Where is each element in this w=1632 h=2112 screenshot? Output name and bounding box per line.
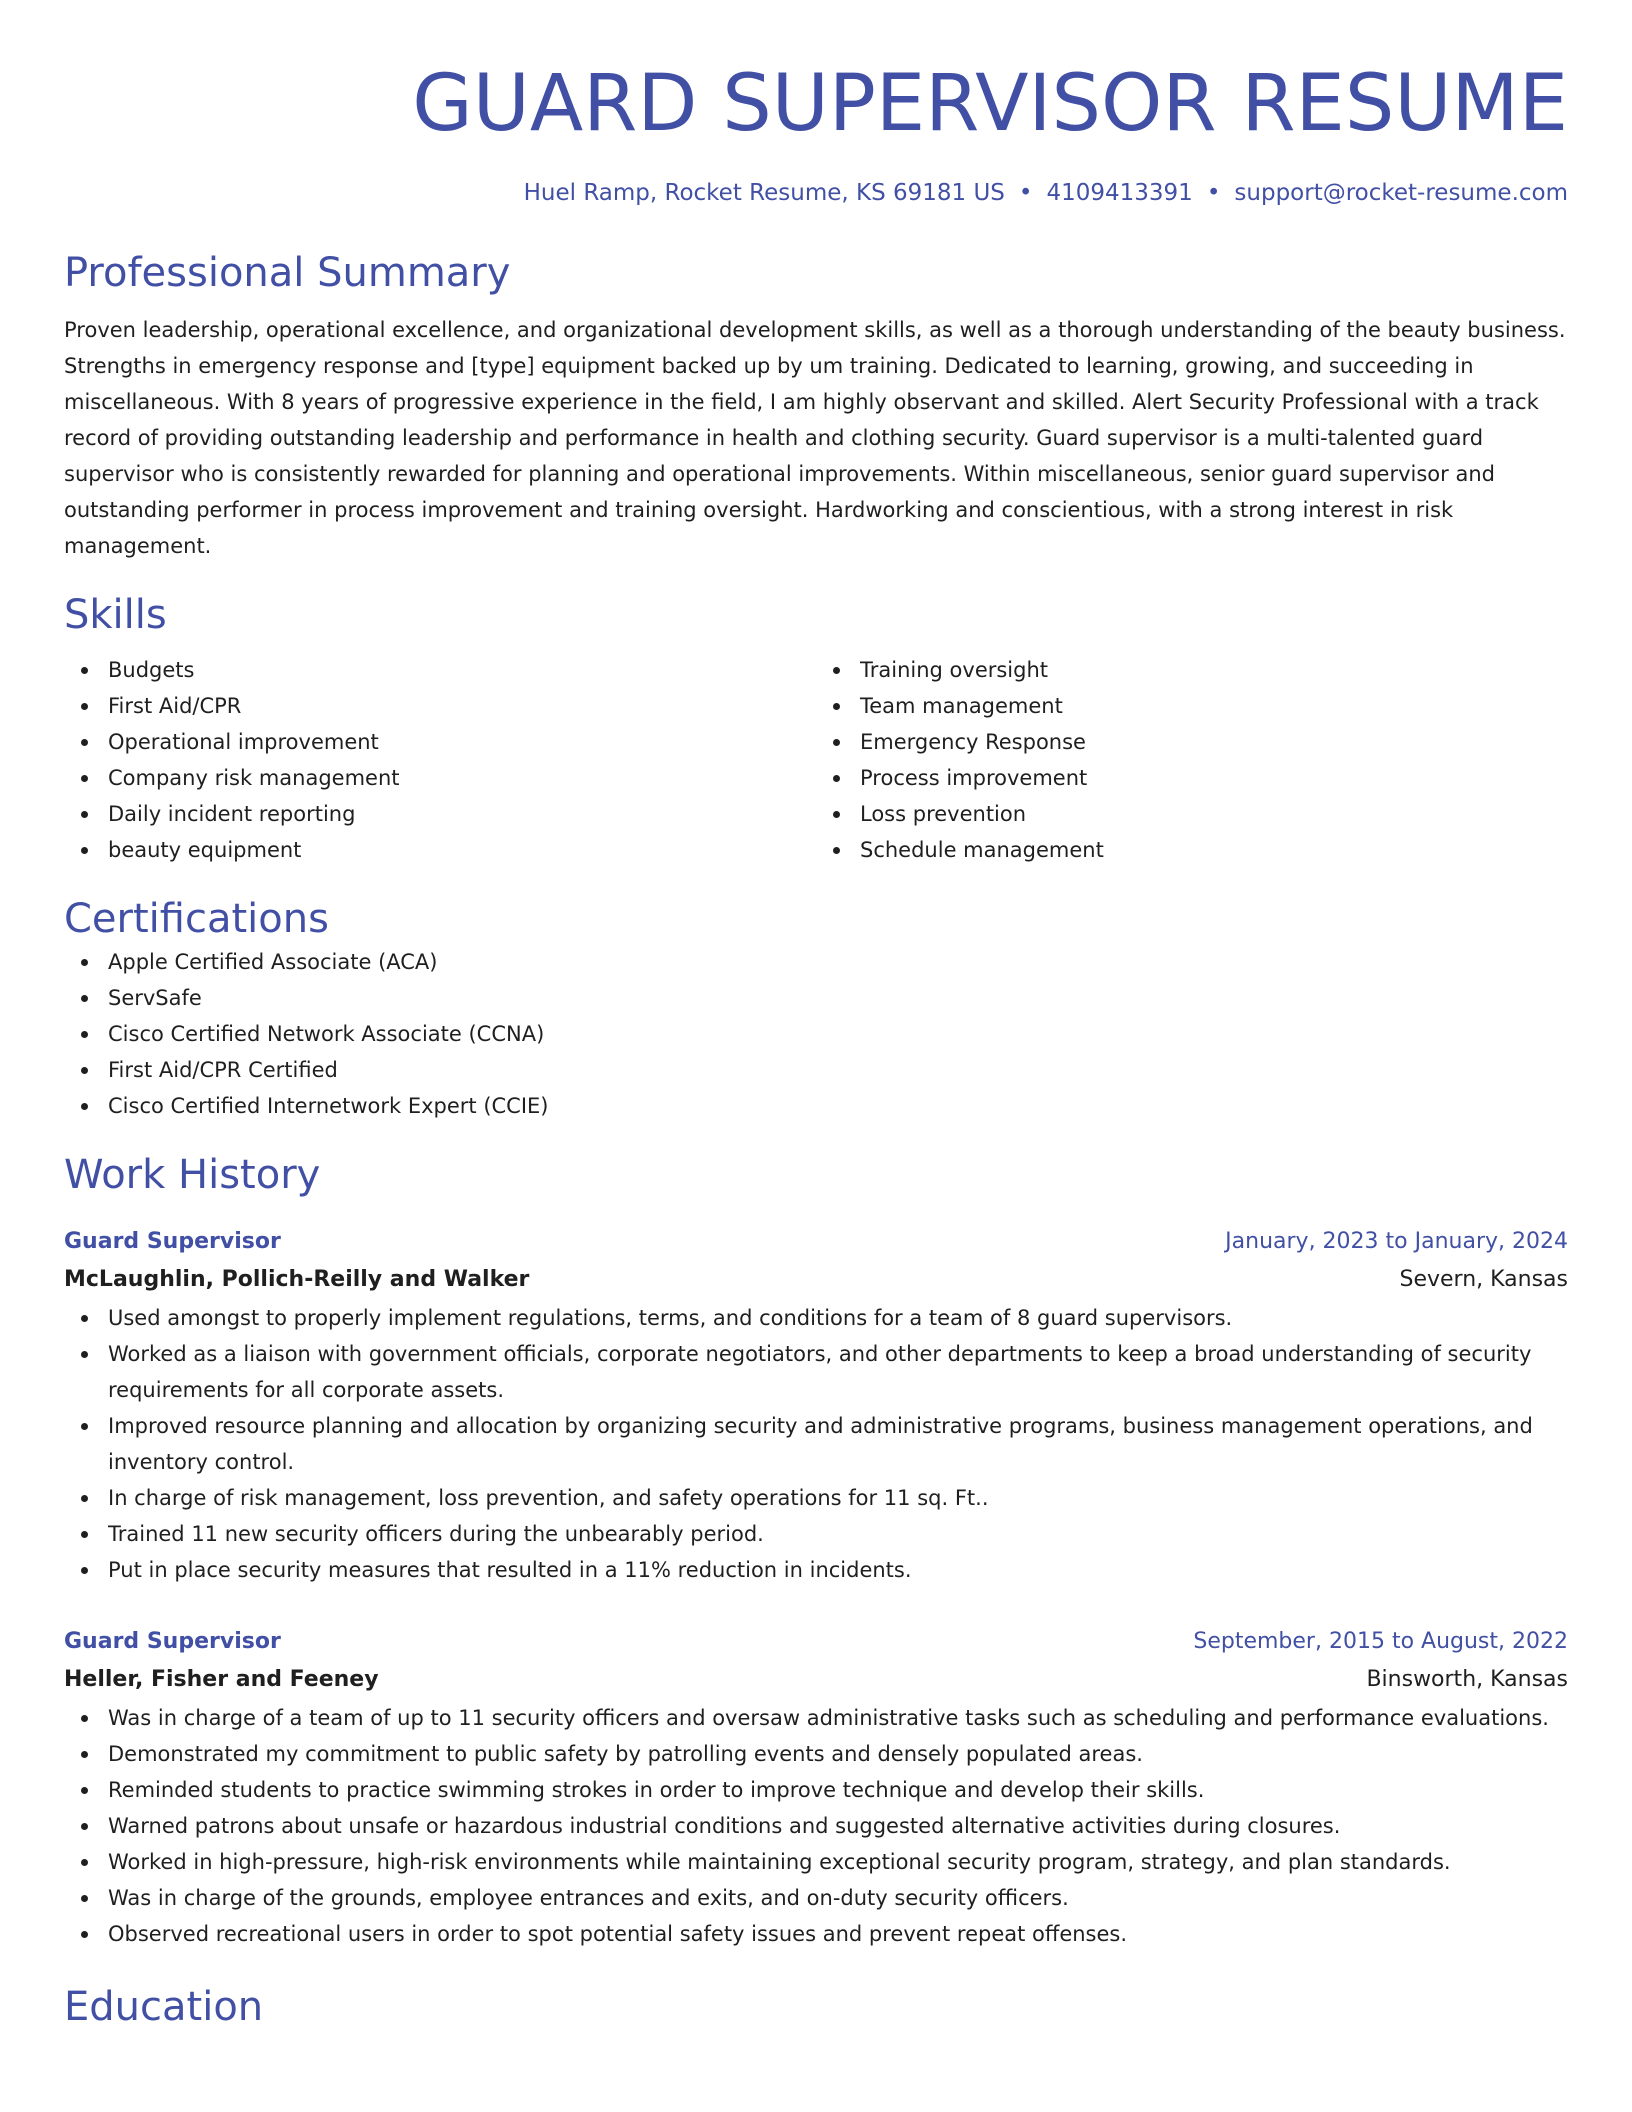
- job-entry: [64, 1224, 1568, 1588]
- skill-item: Training oversight: [860, 652, 1568, 688]
- job-bullet: Put in place security measures that resulted in a 11% reduction in incidents.: [108, 1552, 1568, 1588]
- skill-item: beauty equipment: [108, 832, 816, 868]
- contact-line: [64, 178, 1568, 208]
- skill-item: Company risk management: [108, 760, 816, 796]
- work-history-heading: Work History: [64, 1152, 321, 1198]
- job-header-row: [64, 1624, 1568, 1660]
- contact-separator: •: [1018, 180, 1033, 206]
- summary-text: Proven leadership, operational excellence, and organizational development skills, as well as a thorough understanding of the beauty business. Strengths in emergency response and [type] equipment backed up by um training. Dedicated to learning, growing, and succeeding in miscellaneous. With 8 years of progressive experience in the field, I am highly observant and skilled. Alert Security Professional with a track record of providing outstanding leadership and performance in health and clothing security. Guard supervisor is a multi-talented guard supervisor who is consistently rewarded for planning and operational improvements. Within miscellaneous, senior guard supervisor and outstanding performer in process improvement and training oversight. Hardworking and conscientious, with a strong interest in risk management.: [64, 318, 1566, 558]
- skills-list-right: [816, 652, 1568, 868]
- summary-heading: Professional Summary: [64, 250, 511, 296]
- job-dates: January, 2023 to January, 2024: [1225, 1229, 1568, 1254]
- job-bullet: Was in charge of the grounds, employee entrances and exits, and on-duty security officers.: [108, 1880, 1568, 1916]
- job-location: Binsworth, Kansas: [1366, 1667, 1568, 1692]
- skill-item: Emergency Response: [860, 724, 1568, 760]
- job-dates: September, 2015 to August, 2022: [1193, 1629, 1568, 1654]
- job-title: Guard Supervisor: [64, 1229, 281, 1254]
- job-company-row: [64, 1660, 1568, 1700]
- skill-item: Operational improvement: [108, 724, 816, 760]
- job-company-row: [64, 1260, 1568, 1300]
- job-bullet: In charge of risk management, loss prevention, and safety operations for 11 sq. Ft..: [108, 1480, 1568, 1516]
- skills-grid: [64, 652, 1568, 868]
- job-bullet: Improved resource planning and allocation by organizing security and administrative programs, business management operations, and inventory control.: [108, 1408, 1568, 1480]
- certifications-heading: Certifications: [64, 896, 329, 942]
- certifications-list: [64, 944, 1568, 1124]
- certification-item: Cisco Certified Internetwork Expert (CCIE): [108, 1088, 1568, 1124]
- job-bullet: Demonstrated my commitment to public safety by patrolling events and densely populated areas.: [108, 1736, 1568, 1772]
- skill-item: Loss prevention: [860, 796, 1568, 832]
- job-bullet: Warned patrons about unsafe or hazardous industrial conditions and suggested alternative activities during closures.: [108, 1808, 1568, 1844]
- certification-item: Cisco Certified Network Associate (CCNA): [108, 1016, 1568, 1052]
- resume-title: GUARD SUPERVISOR RESUME: [412, 59, 1568, 149]
- certification-item: Apple Certified Associate (ACA): [108, 944, 1568, 980]
- job-bullet: Reminded students to practice swimming strokes in order to improve technique and develop their skills.: [108, 1772, 1568, 1808]
- job-entry: [64, 1624, 1568, 1952]
- job-header-row: [64, 1224, 1568, 1260]
- education-heading: Education: [64, 1984, 264, 2030]
- contact-separator: •: [1206, 180, 1221, 206]
- job-bullet: Worked in high-pressure, high-risk environments while maintaining exceptional security program, strategy, and plan standards.: [108, 1844, 1568, 1880]
- job-company: McLaughlin, Pollich-Reilly and Walker: [64, 1267, 530, 1292]
- job-bullet: Worked as a liaison with government officials, corporate negotiators, and other departments to keep a broad understanding of security requirements for all corporate assets.: [108, 1336, 1568, 1408]
- job-bullet: Observed recreational users in order to spot potential safety issues and prevent repeat offenses.: [108, 1916, 1568, 1952]
- skills-heading: Skills: [64, 592, 167, 638]
- job-bullet: Trained 11 new security officers during the unbearably period.: [108, 1516, 1568, 1552]
- job-bullet: Used amongst to properly implement regulations, terms, and conditions for a team of 8 guard supervisors.: [108, 1300, 1568, 1336]
- skill-item: Team management: [860, 688, 1568, 724]
- job-title: Guard Supervisor: [64, 1629, 281, 1654]
- job-bullets: [64, 1700, 1568, 1952]
- skill-item: Budgets: [108, 652, 816, 688]
- contact-email: support@rocket-resume.com: [1234, 180, 1568, 206]
- skills-list-left: [64, 652, 816, 868]
- skill-item: Daily incident reporting: [108, 796, 816, 832]
- job-bullets: [64, 1300, 1568, 1588]
- certification-item: ServSafe: [108, 980, 1568, 1016]
- contact-address: Huel Ramp, Rocket Resume, KS 69181 US: [523, 180, 1005, 206]
- job-bullet: Was in charge of a team of up to 11 security officers and oversaw administrative tasks such as scheduling and performance evaluations.: [108, 1700, 1568, 1736]
- certification-item: First Aid/CPR Certified: [108, 1052, 1568, 1088]
- skill-item: Process improvement: [860, 760, 1568, 796]
- skill-item: Schedule management: [860, 832, 1568, 868]
- skill-item: First Aid/CPR: [108, 688, 816, 724]
- job-company: Heller, Fisher and Feeney: [64, 1667, 379, 1692]
- job-location: Severn, Kansas: [1399, 1267, 1568, 1292]
- contact-phone: 4109413391: [1046, 180, 1193, 206]
